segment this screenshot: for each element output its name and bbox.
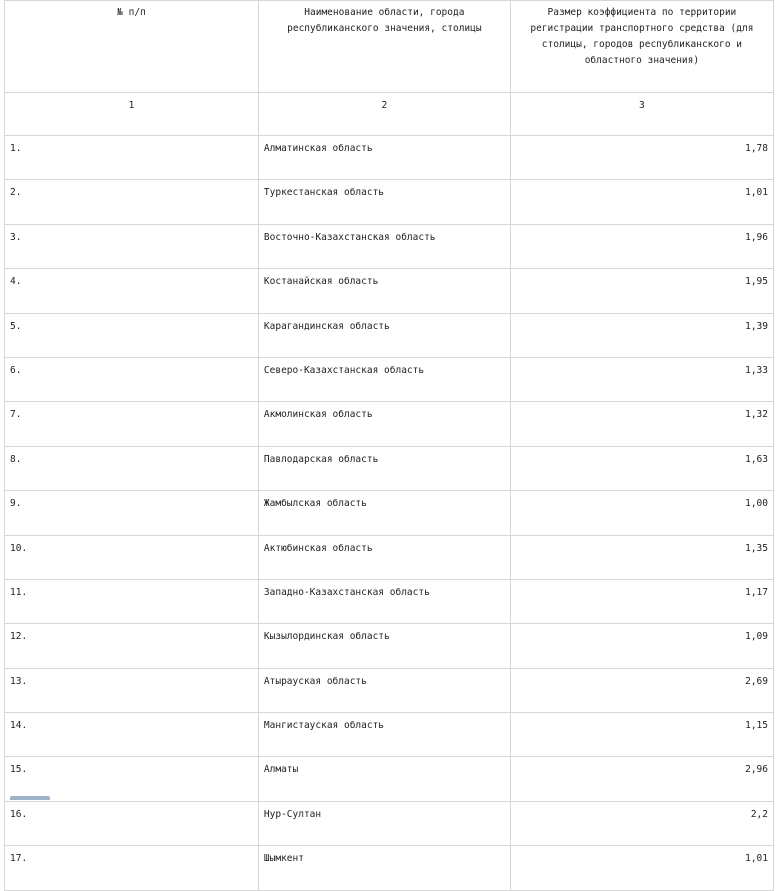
column-index-1: 1 [5, 93, 259, 136]
header-number: № п/п [5, 1, 259, 93]
row-name: Акмолинская область [258, 402, 510, 446]
table-header-row [5, 1, 774, 93]
table-row [5, 801, 774, 845]
table-row [5, 579, 774, 623]
coefficient-table [4, 0, 774, 891]
row-name: Павлодарская область [258, 446, 510, 490]
row-number: 4. [5, 269, 259, 313]
row-number: 8. [5, 446, 259, 490]
row-coefficient: 1,01 [510, 846, 773, 890]
table-row [5, 713, 774, 757]
row-coefficient: 2,96 [510, 757, 773, 801]
row-coefficient: 1,15 [510, 713, 773, 757]
row-number: 3. [5, 224, 259, 268]
table-row [5, 402, 774, 446]
row-coefficient: 1,35 [510, 535, 773, 579]
row-number: 11. [5, 579, 259, 623]
table-row [5, 668, 774, 712]
row-coefficient: 2,69 [510, 668, 773, 712]
row-coefficient: 1,09 [510, 624, 773, 668]
row-number: 14. [5, 713, 259, 757]
horizontal-scrollbar-thumb[interactable] [10, 796, 50, 800]
table-row [5, 446, 774, 490]
row-name: Западно-Казахстанская область [258, 579, 510, 623]
row-number: 5. [5, 313, 259, 357]
table-row [5, 180, 774, 224]
table-row [5, 846, 774, 890]
row-name: Восточно-Казахстанская область [258, 224, 510, 268]
table-row [5, 491, 774, 535]
row-number: 7. [5, 402, 259, 446]
table-body [5, 1, 774, 891]
row-name: Шымкент [258, 846, 510, 890]
row-coefficient: 1,01 [510, 180, 773, 224]
row-name: Мангистауская область [258, 713, 510, 757]
row-name: Атырауская область [258, 668, 510, 712]
table-row [5, 269, 774, 313]
row-coefficient: 2,2 [510, 801, 773, 845]
table-row [5, 624, 774, 668]
row-coefficient: 1,17 [510, 579, 773, 623]
row-number: 2. [5, 180, 259, 224]
header-coefficient: Размер коэффициента по территории регистрации транспортного средства (для столицы, городов республиканского и областного значения) [510, 1, 773, 93]
row-number: 12. [5, 624, 259, 668]
table-row [5, 313, 774, 357]
table-row [5, 757, 774, 801]
row-number: 13. [5, 668, 259, 712]
row-coefficient: 1,33 [510, 357, 773, 401]
column-index-3: 3 [510, 93, 773, 136]
row-name: Алматинская область [258, 136, 510, 180]
row-number: 9. [5, 491, 259, 535]
row-coefficient: 1,00 [510, 491, 773, 535]
row-coefficient: 1,32 [510, 402, 773, 446]
row-number: 6. [5, 357, 259, 401]
row-number: 16. [5, 801, 259, 845]
table-row [5, 136, 774, 180]
row-name: Жамбылская область [258, 491, 510, 535]
row-name: Северо-Казахстанская область [258, 357, 510, 401]
row-name: Карагандинская область [258, 313, 510, 357]
row-coefficient: 1,78 [510, 136, 773, 180]
row-name: Алматы [258, 757, 510, 801]
row-coefficient: 1,96 [510, 224, 773, 268]
row-number: 10. [5, 535, 259, 579]
column-index-2: 2 [258, 93, 510, 136]
row-name: Туркестанская область [258, 180, 510, 224]
row-number: 15. [5, 757, 259, 801]
table-row [5, 224, 774, 268]
row-coefficient: 1,63 [510, 446, 773, 490]
row-coefficient: 1,95 [510, 269, 773, 313]
table-row [5, 535, 774, 579]
row-coefficient: 1,39 [510, 313, 773, 357]
column-index-row [5, 93, 774, 136]
header-name: Наименование области, города республиканского значения, столицы [258, 1, 510, 93]
table-row [5, 357, 774, 401]
row-name: Актюбинская область [258, 535, 510, 579]
row-name: Кызылординская область [258, 624, 510, 668]
row-number: 17. [5, 846, 259, 890]
row-name: Костанайская область [258, 269, 510, 313]
row-number: 1. [5, 136, 259, 180]
row-name: Нур-Султан [258, 801, 510, 845]
